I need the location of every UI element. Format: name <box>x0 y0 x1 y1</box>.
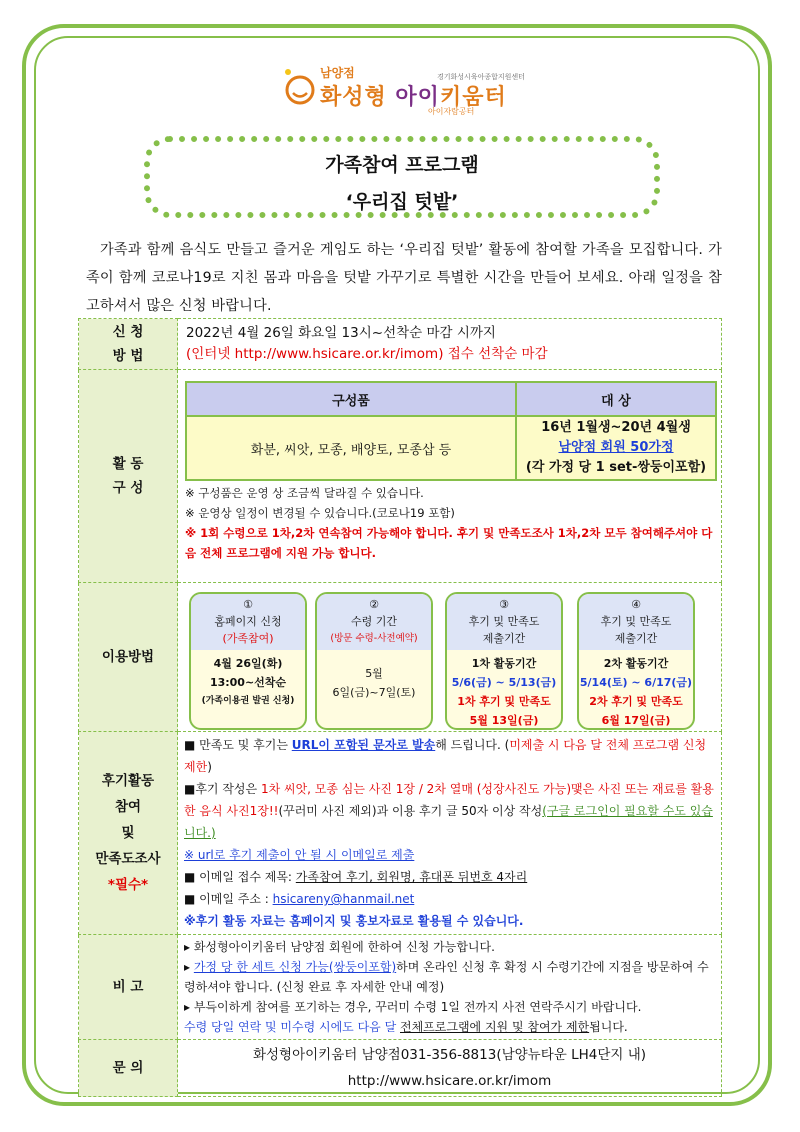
review-email-fallback: ※ url로 후기 제출이 안 될 시 이메일로 제출 <box>184 848 415 862</box>
info-table <box>78 318 722 1097</box>
remarks-content: ▸ 화성형아이키움터 남양점 회원에 한하여 신청 가능합니다. ▸ 가정 당 한 세트 신청 가능(쌍둥이포함)하며 온라인 신청 후 확정 시 수령기간에 지점을 방문하여 수령하셔야 합니다. (신청 완료 후 자세한 안내 예정) ▸ 부득이하게 참여를 포기하는 경우, 꾸러미 수령 1일 전까지 사전 연락주시기 바랍니다. 수령 당일 연락 및 미수령 시에도 다음 달 전체프로그램에 지원 및 참여가 제한됩니다. <box>178 935 722 1040</box>
review-content: ■ 만족도 및 후기는 URL이 포함된 문자로 발송해 드립니다. (미제출 시 다음 달 전체 프로그램 신청 제한) ■후기 작성은 1차 씨앗, 모종 심는 사진 1장 / 2차 열매 (성장사진도 가능)맻은 사진 또는 재료를 활용한 음식 사진1장!!(꾸러미 사진 제외)과 이용 후기 글 50자 이상 작성(구글 로그인이 필요할 수도 있습니다.) ※ url로 후기 제출이 안 될 시 이메일로 제출 ■ 이메일 접수 제목: 가족참여 후기, 회원명, 휴대폰 뒤번호 4자리 ■ 이메일 주소 : hsicareny@hanmail.net ※후기 활동 자료는 홈페이지 및 홍보자료로 활용될 수 있습니다. <box>178 732 722 935</box>
review-label: 후기활동 참여 및 만족도조사 *필수* <box>79 732 178 935</box>
apply-url: (인터넷 http://www.hsicare.or.kr/imom) 접수 선착순 마감 <box>186 346 548 362</box>
activity-label: 활 동 구 성 <box>79 370 178 583</box>
contact-url[interactable]: http://www.hsicare.or.kr/imom <box>347 1073 552 1089</box>
apply-label: 신 청 방 법 <box>79 319 178 370</box>
logo-tagline: 아이자람공터 <box>428 107 475 116</box>
step-1: ① 홈페이지 신청 (가족참여) 4월 26일(화) 13:00~선착순 (가족이용권 발권 신청) <box>189 592 307 730</box>
logo-org: 경기화성시육아종합지원센터 <box>437 73 525 81</box>
review-row <box>79 732 722 935</box>
email-link[interactable]: hsicareny@hanmail.net <box>272 892 415 906</box>
activity-note-2: ※ 운영상 일정이 변경될 수 있습니다.(코로나19 포함) <box>185 506 455 520</box>
kit-items: 화분, 씨앗, 모종, 배양토, 모종삽 등 <box>186 416 516 480</box>
activity-note-1: ※ 구성품은 운영 상 조금씩 달라질 수 있습니다. <box>185 486 424 500</box>
step-3: ③ 후기 및 만족도 제출기간 1차 활동기간 5/6(금) ~ 5/13(금) 1차 후기 및 만족도 5월 13일(금) <box>445 592 563 730</box>
contact-content: 화성형아이키움터 남양점031-356-8813(남양뉴타운 LH4단지 내) http://www.hsicare.or.kr/imom <box>178 1040 722 1097</box>
remarks-label: 비 고 <box>79 935 178 1040</box>
logo-branch: 남양점 <box>320 66 355 80</box>
intro-paragraph: 가족과 함께 음식도 만들고 즐거운 게임도 하는 ‘우리집 텃밭’ 활동에 참여할 가족을 모집합니다. 가족이 함께 코로나19로 지친 몸과 마음을 텃밭 가꾸기로 특별한 시간을 만들어 보세요. 아래 일정을 참고하셔서 많은 신청 바랍니다. <box>86 242 722 314</box>
usage-content <box>178 583 722 732</box>
contact-label: 문 의 <box>79 1040 178 1097</box>
page-subtitle: ‘우리집 텃밭’ <box>345 191 459 213</box>
usage-label: 이용방법 <box>79 583 178 732</box>
logo-name: 화성형 아이키움터 <box>320 85 507 110</box>
usage-row <box>79 583 722 732</box>
target-header: 대 상 <box>516 382 716 416</box>
logo <box>282 62 525 122</box>
target-cell: 16년 1월생~20년 4월생 남양점 회원 50가정 (각 가정 당 1 set-쌍둥이포함) <box>516 416 716 480</box>
apply-row <box>79 319 722 370</box>
contact-row <box>79 1040 722 1097</box>
step-4: ④ 후기 및 만족도 제출기간 2차 활동기간 5/14(토) ~ 6/17(금) 2차 후기 및 만족도 6월 17일(금) <box>577 592 695 730</box>
apply-date: 2022년 4월 26일 화요일 13시~선착순 마감 시까지 <box>186 325 496 341</box>
sun-face-icon <box>282 66 318 106</box>
activity-note-3: ※ 1회 수령으로 1차,2차 연속참여 가능해야 합니다. 후기 및 만족도조사 1차,2차 모두 참여해주셔야 다음 전체 프로그램에 지원 가능 합니다. <box>185 526 713 560</box>
step-2: ② 수령 기간 (방문 수령-사전예약) 5월 6일(금)~7일(토) <box>315 592 433 730</box>
apply-content <box>178 319 722 370</box>
kit-table <box>185 381 717 481</box>
title-box <box>144 136 660 218</box>
activity-content <box>178 370 722 583</box>
kit-header: 구성품 <box>186 382 516 416</box>
remarks-row <box>79 935 722 1040</box>
page-title: 가족참여 프로그램 <box>325 154 479 176</box>
activity-row <box>79 370 722 583</box>
